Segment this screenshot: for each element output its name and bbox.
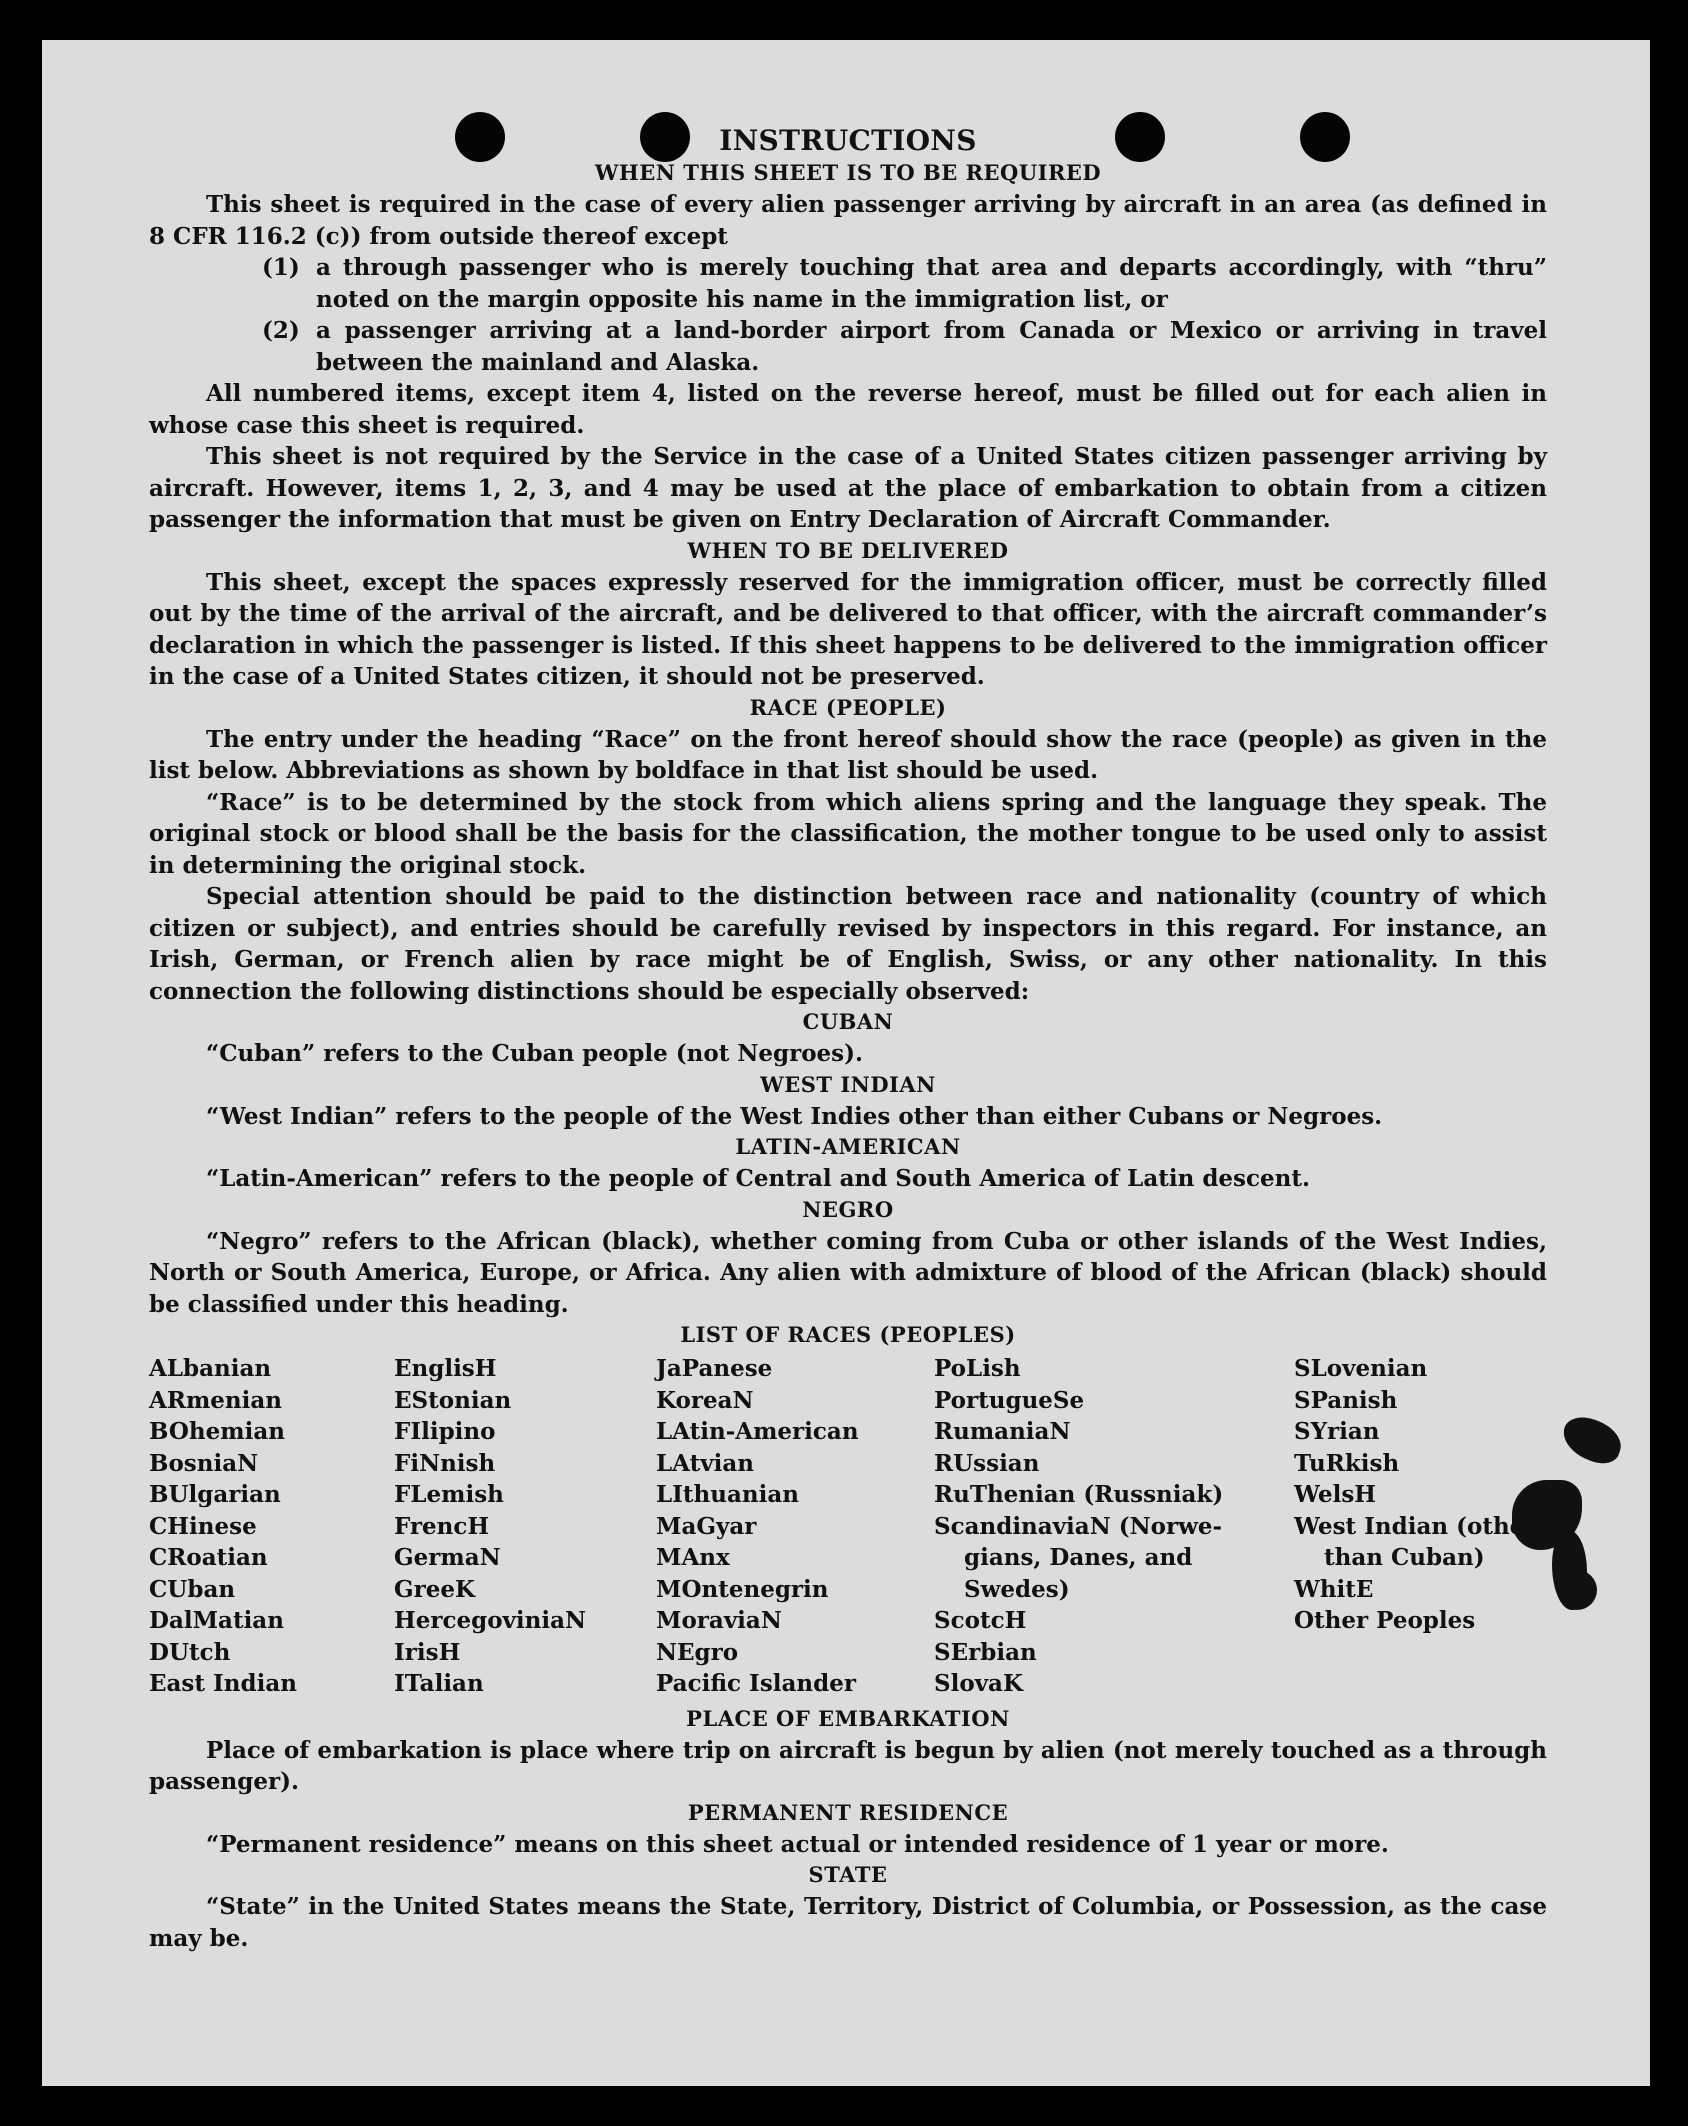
- race-entry: West Indian (other: [1294, 1512, 1537, 1540]
- paragraph: Place of embarkation is place where trip on aircraft is begun by alien (not merely touched as a through passenger).: [149, 1736, 1547, 1795]
- race-entry: GreeK: [394, 1575, 476, 1603]
- race-entry: MoraviaN: [656, 1607, 782, 1634]
- race-entry: CRoatian: [149, 1544, 268, 1571]
- race-entry: FiNnish: [394, 1449, 496, 1477]
- paragraph: “West Indian” refers to the people of the West Indies other than either Cubans or Negroes.: [206, 1102, 1383, 1130]
- race-entry: Other Peoples: [1294, 1607, 1476, 1634]
- page-title: INSTRUCTIONS: [719, 124, 977, 157]
- races-column: [149, 1353, 394, 1700]
- race-entry: FrencH: [394, 1512, 490, 1540]
- race-entry: BOhemian: [149, 1418, 285, 1445]
- paragraph: “Permanent residence” means on this sheet actual or intended residence of 1 year or more.: [206, 1830, 1389, 1858]
- heading-permanent-residence: PERMANENT RESIDENCE: [687, 1799, 1009, 1825]
- heading-list-of-races: LIST OF RACES (PEOPLES): [680, 1322, 1016, 1347]
- races-column: [934, 1353, 1294, 1700]
- races-column: [394, 1353, 656, 1700]
- race-entry: IrisH: [394, 1638, 461, 1666]
- race-entry: SErbian: [934, 1638, 1037, 1666]
- heading-race: RACE (PEOPLE): [749, 694, 947, 720]
- race-entry: than Cuban): [1324, 1544, 1485, 1571]
- heading-negro: NEGRO: [802, 1196, 894, 1222]
- heading-latin-american: LATIN-AMERICAN: [735, 1134, 961, 1159]
- paragraph: All numbered items, except item 4, listed on the reverse hereof, must be filled out for each alien in whose case this sheet is required.: [149, 380, 1547, 439]
- race-entry: ALbanian: [149, 1355, 272, 1382]
- list-item: [149, 252, 1547, 315]
- paragraph: “Latin-American” refers to the people of Central and South America of Latin descent.: [206, 1165, 1310, 1192]
- paragraph: This sheet, except the spaces expressly reserved for the immigration officer, must be correctly filled out by the time of the arrival of the aircraft, and be delivered to that officer, with the aircraft commander’s declaration in which the passenger is listed. If this sheet happens to be delivered to the immigration officer in the case of a United States citizen, it should not be preserved.: [149, 568, 1547, 690]
- race-entry: Swedes): [964, 1575, 1070, 1603]
- heading-state: STATE: [808, 1862, 888, 1887]
- paragraph: “State” in the United States means the State, Territory, District of Columbia, or Possession, as the case may be.: [149, 1893, 1547, 1952]
- race-entry: NEgro: [656, 1638, 739, 1666]
- paragraph: “Race” is to be determined by the stock from which aliens spring and the language they speak. The original stock or blood shall be the basis for the classification, the mother tongue to be used only to assist in determining the original stock.: [149, 788, 1547, 879]
- paragraph: Special attention should be paid to the distinction between race and nationality (country of which citizen or subject), and entries should be carefully revised by inspectors in this regard. For instance, an Irish, German, or French alien by race might be of English, Swiss, or any other nationality. In this connection the following distinctions should be especially observed:: [149, 883, 1547, 1005]
- race-entry: SPanish: [1294, 1386, 1398, 1414]
- race-entry: WhitE: [1294, 1575, 1374, 1603]
- race-entry: JaPanese: [656, 1355, 773, 1382]
- race-entry: FIlipino: [394, 1418, 496, 1445]
- race-entry: DalMatian: [149, 1607, 284, 1634]
- race-entry: RuThenian (Russniak): [934, 1481, 1224, 1508]
- race-entry: GermaN: [394, 1544, 501, 1571]
- instructions-body: [149, 124, 1547, 1954]
- race-entry: EStonian: [394, 1386, 512, 1414]
- paragraph: This sheet is required in the case of every alien passenger arriving by aircraft in an area (as defined in 8 CFR 116.2 (c)) from outside thereof except: [149, 191, 1547, 250]
- list-item: [149, 315, 1547, 378]
- race-entry: KoreaN: [656, 1386, 754, 1414]
- race-entry: MAnx: [656, 1544, 730, 1571]
- race-entry: gians, Danes, and: [964, 1544, 1193, 1571]
- item-number: (1): [262, 254, 300, 281]
- paragraph: This sheet is not required by the Service in the case of a United States citizen passenger arriving by aircraft. However, items 1, 2, 3, and 4 may be used at the place of embarkation to obtain from a citizen passenger the information that must be given on Entry Declaration of Aircraft Commander.: [149, 443, 1547, 533]
- race-entry: WelsH: [1294, 1481, 1377, 1508]
- race-entry: RUssian: [934, 1449, 1040, 1477]
- race-entry: MOntenegrin: [656, 1575, 829, 1603]
- paragraph: The entry under the heading “Race” on the front hereof should show the race (people) as given in the list below. Abbreviations as shown by boldface in that list should be used.: [149, 725, 1547, 784]
- document-page: [42, 40, 1650, 2086]
- heading-west-indian: WEST INDIAN: [760, 1071, 936, 1097]
- heading-place-of-embarkation: PLACE OF EMBARKATION: [686, 1705, 1010, 1731]
- race-entry: LAtin-American: [656, 1418, 859, 1445]
- item-text: a through passenger who is merely touching that area and departs accordingly, with “thru” noted on the margin opposite his name in the immigration list, or: [316, 254, 1547, 313]
- races-column: [1294, 1353, 1547, 1700]
- paragraph: “Cuban” refers to the Cuban people (not Negroes).: [206, 1040, 864, 1067]
- race-entry: BUlgarian: [149, 1481, 281, 1508]
- race-entry: SLovenian: [1294, 1355, 1428, 1382]
- races-table: [149, 1353, 1547, 1700]
- ink-stain: [1557, 1411, 1627, 1469]
- race-entry: LAtvian: [656, 1449, 754, 1477]
- races-column: [656, 1353, 934, 1700]
- race-entry: PortugueSe: [934, 1386, 1085, 1414]
- race-entry: ITalian: [394, 1670, 484, 1697]
- race-entry: FLemish: [394, 1481, 504, 1508]
- item-number: (2): [262, 317, 300, 344]
- race-entry: DUtch: [149, 1638, 231, 1666]
- race-entry: CHinese: [149, 1512, 257, 1540]
- race-entry: HercegoviniaN: [394, 1607, 587, 1634]
- race-entry: Pacific Islander: [656, 1670, 856, 1697]
- race-entry: TuRkish: [1294, 1449, 1400, 1477]
- heading-when-delivered: WHEN TO BE DELIVERED: [687, 537, 1009, 563]
- race-entry: ScotcH: [934, 1607, 1027, 1634]
- race-entry: EnglisH: [394, 1355, 497, 1382]
- race-entry: BosniaN: [149, 1449, 259, 1477]
- paragraph: “Negro” refers to the African (black), whether coming from Cuba or other islands of the West Indies, North or South America, Europe, or Africa. Any alien with admixture of blood of the African (black) should be classified under this heading.: [149, 1227, 1547, 1318]
- race-entry: East Indian: [149, 1670, 297, 1697]
- race-entry: SYrian: [1294, 1418, 1380, 1445]
- race-entry: LIthuanian: [656, 1481, 799, 1508]
- race-entry: RumaniaN: [934, 1418, 1071, 1445]
- ink-stain: [1557, 1570, 1597, 1610]
- heading-cuban: CUBAN: [802, 1009, 894, 1034]
- race-entry: CUban: [149, 1575, 236, 1603]
- race-entry: ScandinaviaN (Norwe-: [934, 1512, 1223, 1540]
- race-entry: PoLish: [934, 1355, 1021, 1382]
- race-entry: MaGyar: [656, 1512, 757, 1540]
- heading-when-required: WHEN THIS SHEET IS TO BE REQUIRED: [594, 160, 1102, 185]
- item-text: a passenger arriving at a land-border airport from Canada or Mexico or arriving in travel between the mainland and Alaska.: [316, 317, 1547, 376]
- race-entry: ARmenian: [149, 1386, 283, 1414]
- race-entry: SlovaK: [934, 1670, 1023, 1697]
